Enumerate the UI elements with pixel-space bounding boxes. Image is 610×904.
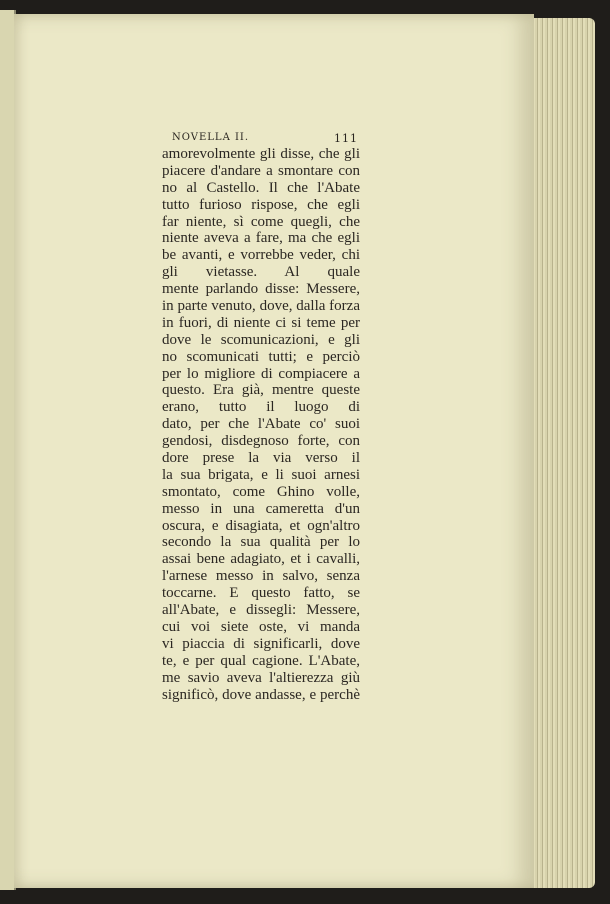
text-line: te, e per qual cagione. L'Abate, — [162, 652, 360, 669]
text-line: far niente, sì come quegli, che — [162, 213, 360, 230]
text-line: vi piaccia di significarli, dove — [162, 635, 360, 652]
text-line: assai bene adagiato, et i cavalli, — [162, 551, 360, 568]
text-line: dato, per che l'Abate co' suoi — [162, 416, 360, 433]
text-line: secondo la sua qualità per lo — [162, 534, 360, 551]
text-line: cui voi siete oste, vi manda — [162, 618, 360, 635]
body-text — [162, 146, 360, 703]
text-line: no al Castello. Il che l'Abate — [162, 179, 360, 196]
text-line: l'arnese messo in salvo, senza — [162, 568, 360, 585]
running-title: NOVELLA II. — [172, 132, 250, 143]
text-line: toccarne. E questo fatto, se — [162, 585, 360, 602]
text-line: dore prese la via verso il — [162, 450, 360, 467]
text-line: no scomunicati tutti; e perciò — [162, 348, 360, 365]
text-line: gli vietasse. Al quale — [162, 264, 360, 281]
text-line: per lo migliore di compiacere a — [162, 365, 360, 382]
text-line: piacere d'andare a smontare con — [162, 162, 360, 179]
text-line: smontato, come Ghino volle, — [162, 483, 360, 500]
text-line: gendosi, disdegnoso forte, con — [162, 433, 360, 450]
text-line: in parte venuto, dove, dalla forza — [162, 298, 360, 315]
text-line: amorevolmente gli disse, che gli — [162, 146, 360, 162]
text-line: oscura, e disagiata, et ogn'altro — [162, 517, 360, 534]
text-line: niente aveva a fare, ma che egli — [162, 230, 360, 247]
text-line: be avanti, e vorrebbe veder, chi — [162, 247, 360, 264]
text-line: me savio aveva l'altierezza giù — [162, 669, 360, 686]
text-line: all'Abate, e dissegli: Messere, — [162, 602, 360, 619]
text-line: tutto furioso rispose, che egli — [162, 196, 360, 213]
text-line: significò, dove andasse, e perchè — [162, 686, 360, 703]
text-line: messo in una cameretta d'un — [162, 500, 360, 517]
page-number: 111 — [334, 132, 358, 145]
text-line: la sua brigata, e li suoi arnesi — [162, 466, 360, 483]
text-line: mente parlando disse: Messere, — [162, 281, 360, 298]
text-line: erano, tutto il luogo di — [162, 399, 360, 416]
text-line: questo. Era già, mentre queste — [162, 382, 360, 399]
text-line: dove le scomunicazioni, e gli — [162, 331, 360, 348]
text-line: in fuori, di niente ci si teme per — [162, 314, 360, 331]
page-stack-edges — [525, 18, 595, 888]
